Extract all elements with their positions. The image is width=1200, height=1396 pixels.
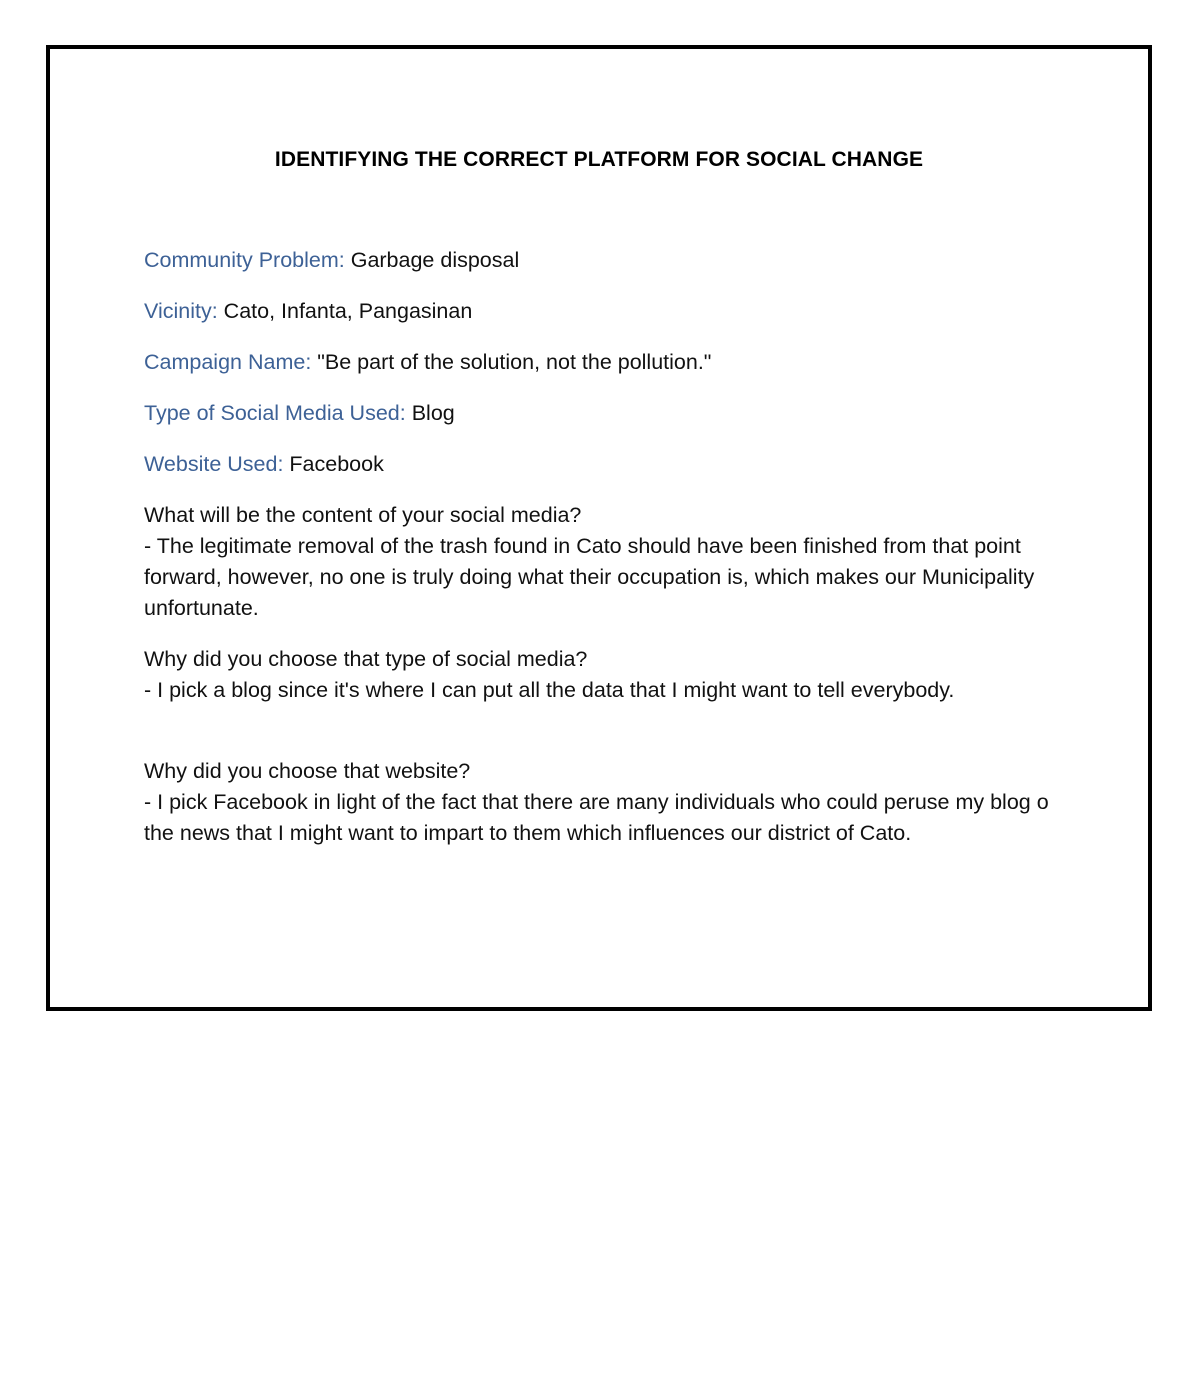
field-label: Website Used: xyxy=(144,452,284,476)
question-text: Why did you choose that website? xyxy=(144,759,471,783)
field-label: Vicinity: xyxy=(144,299,218,323)
field-value: Facebook xyxy=(289,452,384,476)
field-website-used xyxy=(144,449,1064,480)
field-value: Cato, Infanta, Pangasinan xyxy=(223,299,473,323)
qa-website xyxy=(144,756,1064,849)
answer-text: - The legitimate removal of the trash found in Cato should have been finished from that point forward, however, no one is truly doing what their occupation is, which makes our Municipality unfortunate. xyxy=(144,534,1035,620)
field-value: Blog xyxy=(411,401,455,425)
document-body xyxy=(144,245,1064,869)
document-title: IDENTIFYING THE CORRECT PLATFORM FOR SOCIAL CHANGE xyxy=(274,148,924,171)
field-value: Garbage disposal xyxy=(350,248,520,272)
question-text: Why did you choose that type of social media? xyxy=(144,647,588,671)
field-label: Type of Social Media Used: xyxy=(144,401,406,425)
field-label: Community Problem: xyxy=(144,248,345,272)
qa-media-type xyxy=(144,644,1064,706)
field-value: "Be part of the solution, not the pollution." xyxy=(317,350,712,374)
field-social-media-type xyxy=(144,398,1064,429)
field-label: Campaign Name: xyxy=(144,350,312,374)
qa-content xyxy=(144,500,1064,624)
answer-text: - I pick a blog since it's where I can put all the data that I might want to tell everybody. xyxy=(144,678,955,702)
answer-text: - I pick Facebook in light of the fact that there are many individuals who could peruse my blog o the news that I might want to impart to them which influences our district of Cato. xyxy=(144,790,1049,845)
field-campaign-name xyxy=(144,347,1064,378)
field-vicinity xyxy=(144,296,1064,327)
document-frame xyxy=(46,45,1152,1011)
question-text: What will be the content of your social media? xyxy=(144,503,582,527)
field-community-problem xyxy=(144,245,1064,276)
